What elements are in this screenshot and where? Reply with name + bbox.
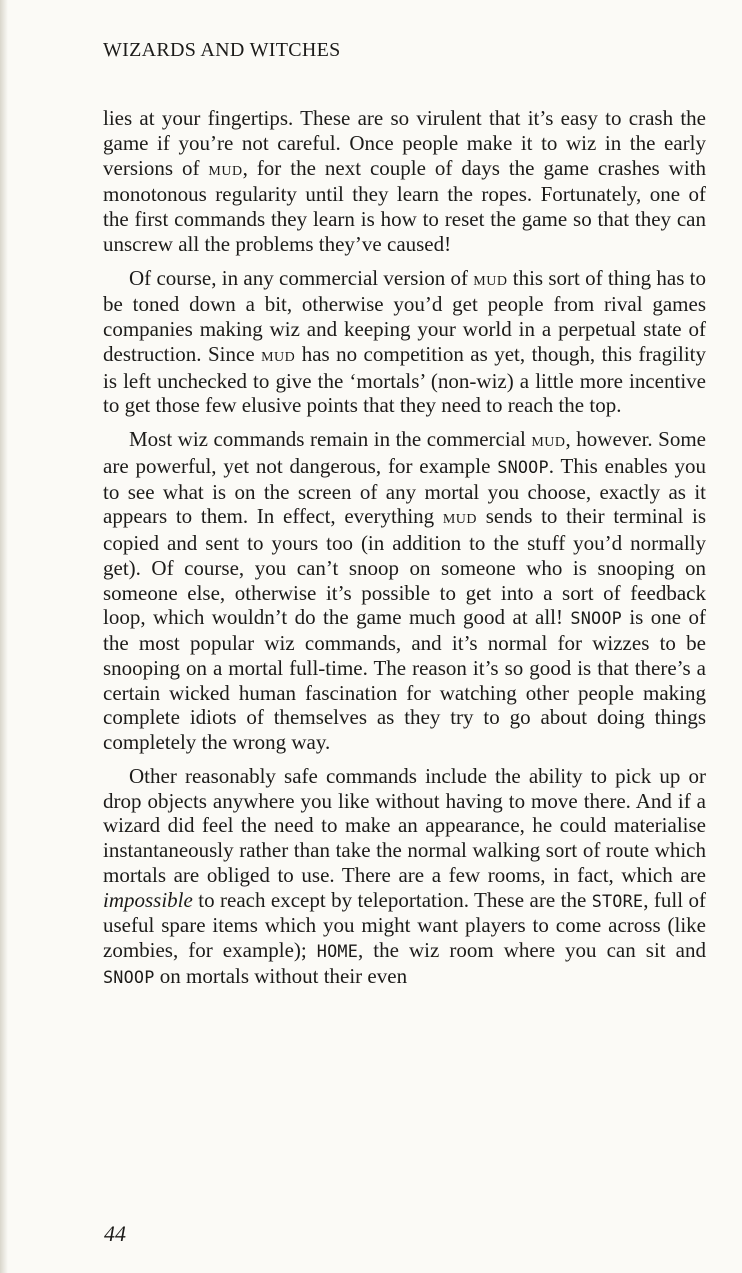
paragraph-1 (103, 106, 706, 257)
command-term: STORE (591, 890, 644, 911)
text-run: , however. Some are powerful, yet not dangerous, for example (103, 427, 706, 478)
text-run: Of course, in any commercial version of (129, 265, 474, 290)
paragraph-2 (103, 266, 706, 419)
small-caps-term: mud (208, 158, 243, 180)
paragraph-4 (103, 764, 706, 990)
text-run: this sort of thing has to be toned down a bit, otherwise you’d get people from rival games companies making wiz and keeping your world in a perpetual state of destruction. Since (103, 265, 706, 366)
text-run: on mortals without their even (154, 963, 408, 988)
text-run: , the wiz room where you can sit and (358, 938, 706, 962)
text-run: to reach except by teleportation. These are the (192, 887, 592, 912)
text-run: , for the next couple of days the game crashes with monotonous regularity until they learn the ropes. Fortunately, one of the first commands they learn is how to reset the game so that they can unscrew all the problems they’ve caused! (103, 155, 706, 256)
small-caps-term: mud (473, 268, 508, 290)
command-term: SNOOP (103, 966, 155, 987)
small-caps-term: mud (261, 344, 296, 366)
small-caps-term: mud (531, 430, 566, 451)
paragraph-3 (103, 427, 706, 755)
text-run: . This enables you to see what is on the screen of any mortal you choose, exactly as it appears to them. In effect, everything (103, 453, 706, 529)
text-run: , full of useful spare items which you might want players to come across (like zombies, for example); (103, 887, 706, 962)
page-gutter-shadow (0, 0, 8, 1273)
page-number: 44 (104, 1221, 126, 1246)
command-term: SNOOP (497, 456, 549, 477)
running-header: WIZARDS AND WITCHES (103, 39, 341, 61)
text-run: sends to their terminal is copied and sent to yours too (in addition to the stuff you’d normally get). Of course, you can’t snoop on someone who is snooping on someone else, otherwise it’s possible to get into a sort of feedback loop, which wouldn’t do the game much good at all! (103, 504, 706, 630)
text-run: lies at your fingertips. These are so virulent that it’s easy to crash the game if you’re not careful. Once people make it to wiz in the early versions of (103, 106, 706, 180)
command-term: HOME (316, 941, 359, 961)
text-run: Other reasonably safe commands include the ability to pick up or drop objects anywhere you like without having to move there. And if a wizard did feel the need to make an appearance, he could materialise instantaneously rather than take the normal walking sort of route which mortals are obliged to use. There are a few rooms, in fact, which are (103, 763, 706, 887)
emphasis-text: impossible (103, 887, 193, 912)
command-term: SNOOP (570, 608, 622, 629)
body-text (103, 106, 706, 999)
small-caps-term: mud (442, 507, 478, 529)
text-run: Most wiz commands remain in the commercial (129, 427, 532, 451)
text-run: has no competition as yet, though, this fragility is left unchecked to give the ‘mortals’ (non-wiz) a little more incentive to get those few elusive points that they need to reach the top. (103, 341, 707, 418)
text-run: is one of the most popular wiz commands, and it’s normal for wizzes to be snooping on a mortal full-time. The reason it’s so good is that there’s a certain wicked human fascination for watching other people making complete idiots of themselves as they try to go about doing things completely the wrong way. (103, 605, 706, 754)
